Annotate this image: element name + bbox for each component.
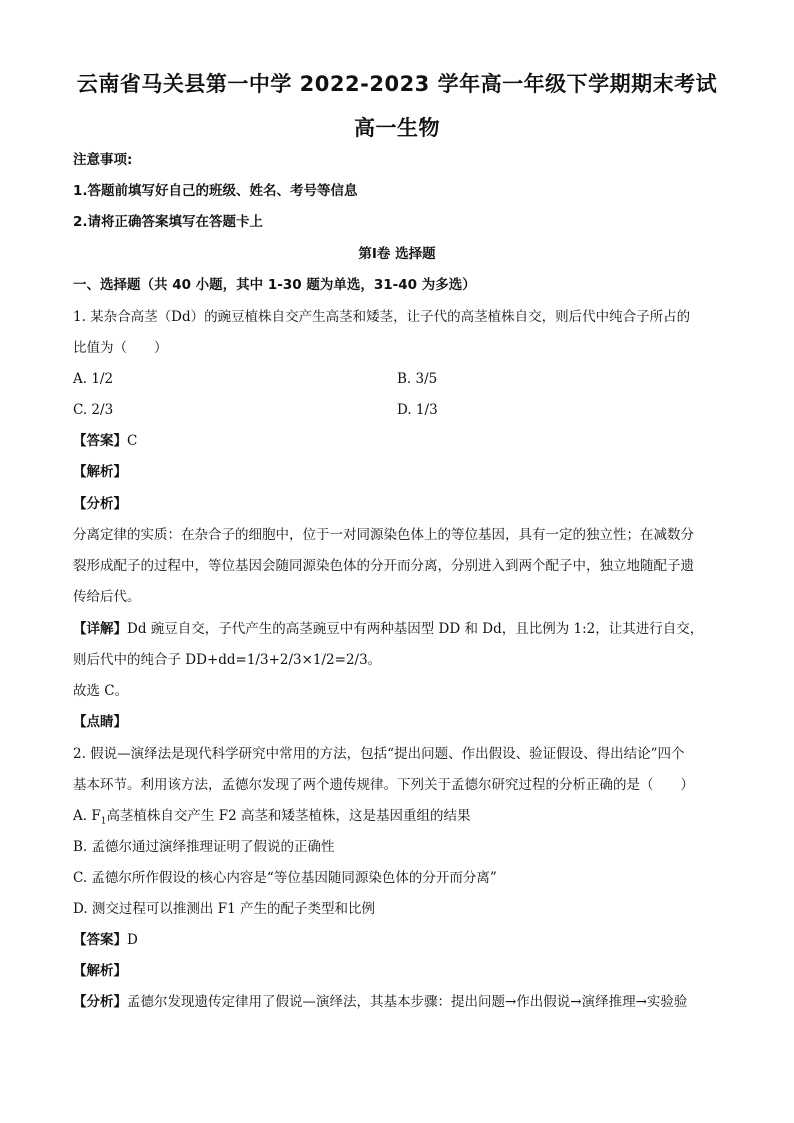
q2-answer-label: 【答案】: [73, 932, 127, 948]
q1-detail-label: 【详解】: [73, 621, 127, 637]
q1-option-d: D. 1/3: [397, 402, 438, 418]
q1-analysis-label: 【解析】: [73, 464, 127, 480]
q2-option-d: D. 测交过程可以推测出 F1 产生的配子类型和比例: [73, 901, 375, 917]
q2-stem-line-2: 基本环节。利用该方法，孟德尔发现了两个遗传规律。下列关于孟德尔研究过程的分析正确的是（ ）: [73, 777, 694, 793]
q1-answer-value: C: [127, 433, 138, 449]
q1-fenxi-line-3: 传给后代。: [73, 589, 141, 605]
q2-option-a-prefix: A. F: [73, 808, 101, 824]
q2-answer-value: D: [127, 932, 138, 948]
notice-heading: 注意事项:: [73, 152, 133, 168]
q1-dianjing-label: 【点睛】: [73, 714, 127, 730]
q1-option-c: C. 2/3: [73, 402, 114, 418]
q2-answer: [73, 930, 723, 950]
q1-detail-line-1: Dd 豌豆自交，子代产生的高茎豌豆中有两种基因型 DD 和 Dd，且比例为 1:2，让其进行自交，: [127, 621, 704, 637]
q1-detail: [73, 619, 723, 639]
q2-analysis-label: 【解析】: [73, 963, 127, 979]
q2-option-a: [73, 806, 723, 832]
q1-answer-label: 【答案】: [73, 433, 127, 449]
q2-stem-line-1: 2. 假说—演绎法是现代科学研究中常用的方法，包括“提出问题、作出假设、验证假设、得出结论”四个: [73, 746, 685, 762]
q1-fenxi-line-1: 分离定律的实质：在杂合子的细胞中，位于一对同源染色体上的等位基因，具有一定的独立性；在减数分: [73, 527, 694, 543]
q1-detail-line-2: 则后代中的纯合子 DD+dd=1/3+2/3×1/2=2/3。: [73, 652, 382, 668]
q2-option-a-text: 高茎植株自交产生 F2 高茎和矮茎植株，这是基因重组的结果: [106, 808, 471, 824]
notice-item-1: 1.答题前填写好自己的班级、姓名、考号等信息: [73, 183, 358, 199]
q1-stem-line-2: 比值为（ ）: [73, 340, 168, 356]
q1-fenxi-line-2: 裂形成配子的过程中，等位基因会随同源染色体的分开而分离，分别进入到两个配子中，独立地随配子遗: [73, 558, 694, 574]
q2-option-a-subscript: 1: [100, 816, 107, 827]
q1-stem-line-1: 1. 某杂合高茎（Dd）的豌豆植株自交产生高茎和矮茎，让子代的高茎植株自交，则后代中纯合子所占的: [73, 309, 691, 325]
exam-subtitle: 高一生物: [354, 116, 440, 140]
q1-answer: [73, 431, 723, 451]
q1-option-a: A. 1/2: [73, 371, 114, 387]
q1-option-b: B. 3/5: [397, 371, 438, 387]
q2-option-b: B. 孟德尔通过演绎推理证明了假说的正确性: [73, 839, 335, 855]
notice-item-2: 2.请将正确答案填写在答题卡上: [73, 214, 264, 230]
exam-title: 云南省马关县第一中学 2022-2023 学年高一年级下学期期末考试: [76, 72, 718, 96]
q1-detail-line-3: 故选 C。: [73, 683, 129, 699]
q2-fenxi-line-1: 孟德尔发现遗传定律用了假说—演绎法，其基本步骤：提出问题→作出假说→演绎推理→实验验: [127, 994, 688, 1010]
part-title: 一、选择题（共 40 小题，其中 1-30 题为单选，31-40 为多选）: [73, 277, 476, 293]
q1-fenxi-label: 【分析】: [73, 496, 127, 512]
q2-fenxi: [73, 992, 723, 1012]
q2-fenxi-label: 【分析】: [73, 994, 127, 1010]
volume-title: 第Ⅰ卷 选择题: [358, 246, 436, 262]
q2-option-c: C. 孟德尔所作假设的核心内容是“等位基因随同源染色体的分开而分离”: [73, 870, 497, 886]
